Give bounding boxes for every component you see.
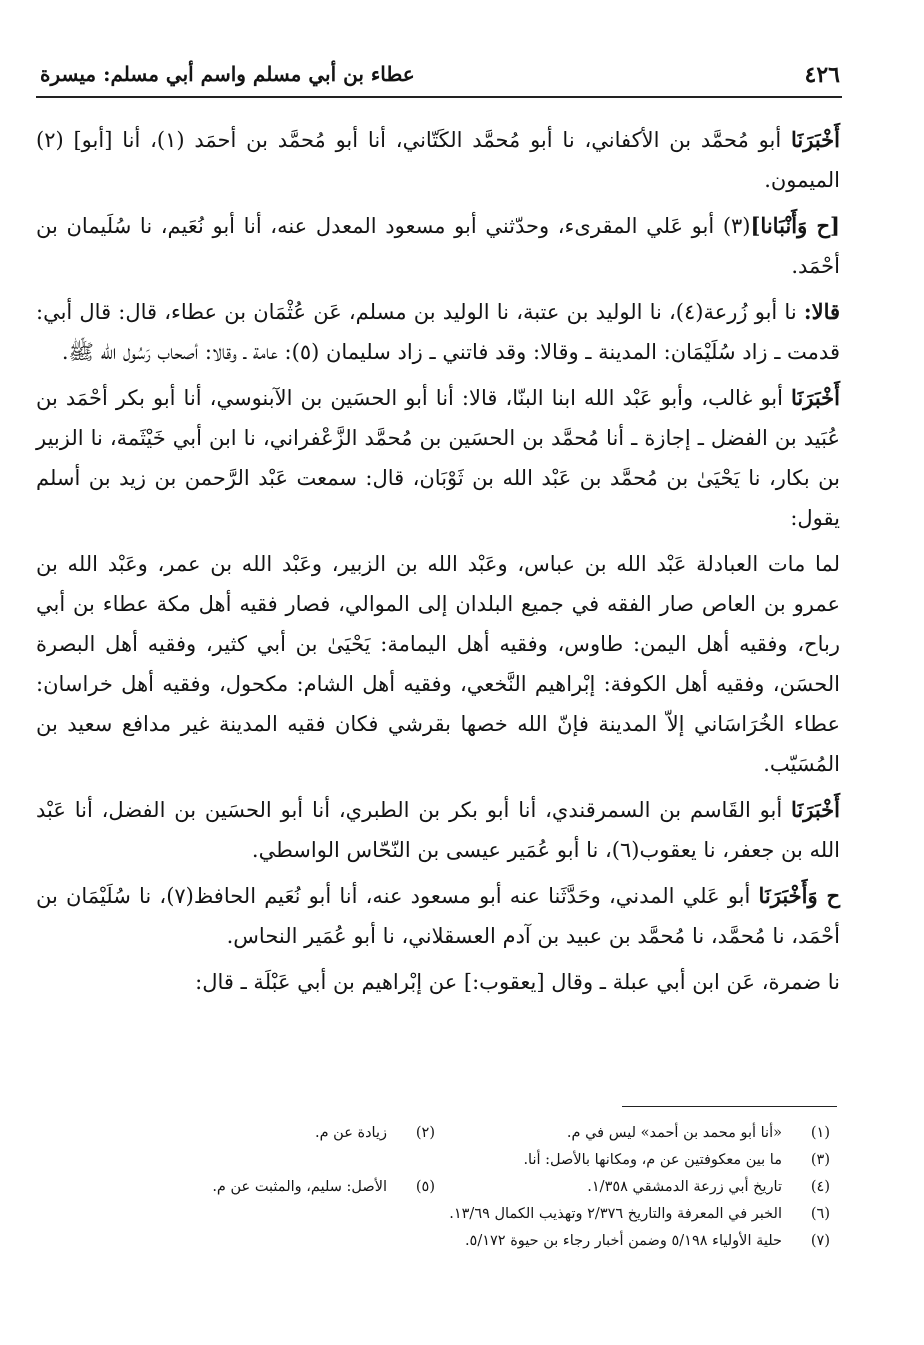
footnote xyxy=(40,1174,435,1201)
main-text xyxy=(36,120,840,1008)
running-title: عطاء بن أبي مسلم واسم أبي مسلم: ميسرة xyxy=(40,62,415,86)
footnote-number: (٢) xyxy=(415,1125,435,1141)
footnote-number: (٣) xyxy=(810,1152,830,1168)
footnote-text: حلية الأولياء ٥/١٩٨ وضمن أخبار رجاء بن حيوة ٥/١٧٢. xyxy=(464,1233,782,1249)
footnote-text: تاريخ أبي زرعة الدمشقي ١/٣٥٨. xyxy=(587,1179,782,1195)
footnote-text: «أنا أبو محمد بن أحمد» ليس في م. xyxy=(566,1125,782,1141)
footnote-number: (٧) xyxy=(810,1233,830,1249)
paragraph-lead: قالا: xyxy=(803,299,841,324)
paragraph-text: (٣) أبو عَلي المقرىء، وحدّثني أبو مسعود المعدل عنه، أنا أبو نُعَيم، نا سُلَيمان بن أحْمَد. xyxy=(36,214,840,278)
paragraph-lead: أَخْبَرَنَا xyxy=(791,797,840,822)
footnotes xyxy=(40,1120,830,1255)
paragraph-lead: أَخْبَرَنَا xyxy=(791,385,840,410)
footnote-text: الخبر في المعرفة والتاريخ ٢/٣٧٦ وتهذيب الكمال ١٣/٦٩. xyxy=(449,1206,782,1222)
paragraph-lead: أَخْبَرَنَا xyxy=(791,127,840,152)
paragraph-lead: [ح وَأَنْبَانا] xyxy=(750,213,840,238)
footnote-number: (٥) xyxy=(415,1179,435,1195)
paragraph-lead: ح وَأَخْبَرَنَا xyxy=(758,883,840,908)
footnote-text: زيادة عن م. xyxy=(314,1125,387,1141)
paragraph xyxy=(36,876,840,956)
paragraph-text: أبو القَاسم بن السمرقندي، أنا أبو بكر بن الطبري، أنا أبو الحسَين بن الفضل، أنا عَبْد الله بن جعفر، نا يعقوب(٦)، نا أبو عُمَير عيسى بن النّحّاس الواسطي. xyxy=(36,798,840,862)
paragraph-text: لما مات العبادلة عَبْد الله بن عباس، وعَبْد الله بن الزبير، وعَبْد الله بن عمر، وعَبْد الله بن عمرو بن العاص صار الفقه في جميع البلدان إلى الموالي، فصار فقيه أهل مكة عطاء بن أبي رباح، وفقيه أهل اليمن: طاوس، وفقيه أهل اليمامة: يَحْيَىٰ بن أبي كثير، وفقيه أهل البصرة الحسَن، وفقيه أهل الكوفة: إبْراهيم النَّخعي، وفقيه أهل الشام: مكحول، وفقيه أهل خراسان: عطاء الخُرَاسَاني إلاّ المدينة فإنّ الله خصها بقرشي فكان فقيه المدينة غير مدافع سعيد بن المُسَيّب. xyxy=(36,552,840,776)
footnote-number: (١) xyxy=(810,1125,830,1141)
footnote-text: ما بين معكوفتين عن م، ومكانها بالأصل: أنا. xyxy=(523,1152,782,1168)
footnote xyxy=(435,1228,830,1255)
footnote-number: (٤) xyxy=(810,1179,830,1195)
footnote-row xyxy=(40,1147,830,1174)
footnote xyxy=(435,1174,830,1201)
footnote xyxy=(40,1120,435,1147)
footnote xyxy=(435,1201,830,1228)
paragraph xyxy=(36,206,840,286)
footnote-row xyxy=(40,1174,830,1201)
paragraph xyxy=(36,378,840,538)
page-number: ٤٢٦ xyxy=(804,62,840,88)
paragraph-text: نا ضمرة، عَن ابن أبي عبلة ـ وقال [يعقوب:] عن إبْراهيم بن أبي عَبْلَة ـ قال: xyxy=(195,970,840,994)
footnote-text: الأصل: سليم، والمثبت عن م. xyxy=(212,1179,387,1195)
paragraph-text: أبو غالب، وأبو عَبْد الله ابنا البنّا، قالا: أنا أبو الحسَين بن الآبنوسي، أنا أبو بكر أحْمَد بن عُبَيد بن الفضل ـ إجازة ـ أنا مُحمَّد بن الحسَين بن مُحمَّد الزَّعْفراني، نا ابن أبي خَيْثَمة، نا الزبير بن بكار، نا يَحْيَىٰ بن مُحمَّد بن عَبْد الله بن ثَوْبَان، قال: سمعت عَبْد الرَّحمن بن زيد بن أسلم يقول: xyxy=(36,386,840,530)
footnote xyxy=(435,1147,830,1174)
page-header xyxy=(40,58,840,98)
paragraph-text: أبو عَلي المدني، وحَدَّثَنا عنه أبو مسعود عنه، أنا أبو نُعَيم الحافظ(٧)، نا سُلَيْمَان بن أحْمَد، نا مُحمَّد، نا مُحمَّد بن عبيد بن آدم العسقلاني، نا أبو عُمَير النحاس. xyxy=(36,884,840,948)
paragraph-text: نا أبو زُرعة(٤)، نا الوليد بن عتبة، نا الوليد بن مسلم، عَن عُثْمَان بن عطاء، قال: قال أبي: قدمت ـ زاد سُلَيْمَان: المدينة ـ وقالا: وقد فاتني ـ زاد سليمان (٥): عامة ـ وقالا: أصحاب رَسُول الله ﷺ. xyxy=(36,300,840,364)
paragraph xyxy=(36,120,840,200)
footnote-row xyxy=(40,1120,830,1147)
paragraph xyxy=(36,962,840,1002)
footnote-number: (٦) xyxy=(810,1206,830,1222)
footnote-rule xyxy=(622,1106,837,1107)
footnote-row xyxy=(40,1228,830,1255)
paragraph xyxy=(36,544,840,784)
paragraph-text: أبو مُحمَّد بن الأكفاني، نا أبو مُحمَّد الكَتّاني، أنا أبو مُحمَّد بن أحمَد (١)، أنا [أبو] (٢) الميمون. xyxy=(36,128,840,192)
footnote-row xyxy=(40,1201,830,1228)
paragraph xyxy=(36,790,840,870)
paragraph xyxy=(36,292,840,372)
header-rule xyxy=(36,96,842,98)
footnote xyxy=(435,1120,830,1147)
